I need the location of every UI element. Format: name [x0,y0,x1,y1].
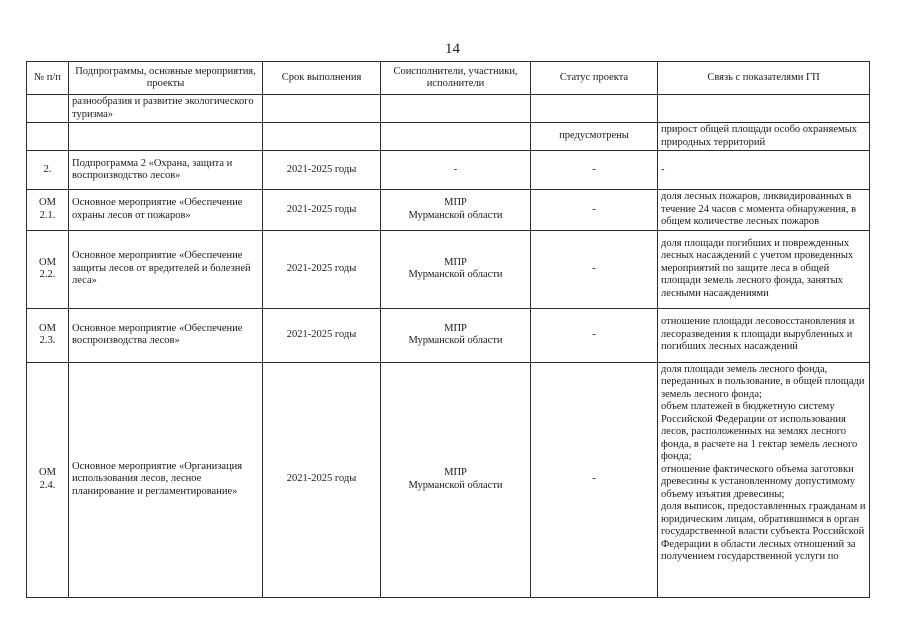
cell-subprogram: разнообразия и развитие экологического туризма» [69,95,263,123]
program-table [26,61,870,598]
cell-executors: МПР Мурманской области [381,230,531,308]
cell-term [263,123,381,151]
table-row [27,123,870,151]
header-subprograms: Подпрограммы, основные мероприятия, проекты [69,62,263,95]
cell-link: отношение площади лесовосстановления и лесоразведения к площади вырубленных и погибших лесных насаждений [658,308,870,362]
cell-term [263,95,381,123]
cell-executors: МПР Мурманской области [381,190,531,231]
table-row [27,151,870,190]
cell-executors: МПР Мурманской области [381,362,531,597]
cell-link: - [658,151,870,190]
cell-status: - [531,190,658,231]
header-executors: Соисполнители, участники, исполнители [381,62,531,95]
cell-link: доля площади погибших и поврежденных лесных насаждений с учетом проведенных мероприятий по защите леса в общей площади земель лесного фонда, занятых лесными насаждениями [658,230,870,308]
header-status: Статус проекта [531,62,658,95]
cell-status: предусмотрены [531,123,658,151]
table-row [27,95,870,123]
header-link: Связь с показателями ГП [658,62,870,95]
cell-executors [381,95,531,123]
cell-executors [381,123,531,151]
table-row [27,190,870,231]
cell-num: 2. [27,151,69,190]
cell-link: прирост общей площади особо охраняемых природных территорий [658,123,870,151]
cell-subprogram: Основное мероприятие «Организация использования лесов, лесное планирование и регламентирование» [69,362,263,597]
cell-status: - [531,308,658,362]
cell-term: 2021-2025 годы [263,190,381,231]
cell-status: - [531,151,658,190]
header-num: № п/п [27,62,69,95]
page-number: 14 [445,41,460,57]
header-term: Срок выполнения [263,62,381,95]
table-header-row [27,62,870,95]
cell-status [531,95,658,123]
cell-term: 2021-2025 годы [263,151,381,190]
cell-num: ОМ 2.1. [27,190,69,231]
cell-link: доля лесных пожаров, ликвидированных в течение 24 часов с момента обнаружения, в общем количестве лесных пожаров [658,190,870,231]
table-row [27,230,870,308]
cell-subprogram: Подпрограмма 2 «Охрана, защита и воспроизводство лесов» [69,151,263,190]
cell-executors: - [381,151,531,190]
cell-term: 2021-2025 годы [263,308,381,362]
cell-subprogram: Основное мероприятие «Обеспечение охраны лесов от пожаров» [69,190,263,231]
table-row [27,362,870,597]
table-row [27,308,870,362]
cell-term: 2021-2025 годы [263,362,381,597]
cell-link: доля площади земель лесного фонда, переданных в пользование, в общей площади земель лесного фонда; объем платежей в бюджетную систему Российской Федерации от использования лесов, расположенных на землях лесного фонда, в расчете на 1 гектар земель лесного фонда; отношение фактического объема заготовки древесины к установленному допустимому объему изъятия древесины; доля выписок, предоставленных гражданам и юридическим лицам, обратившимся в орган государственной власти субъекта Российской Федерации в области лесных отношений за получением государственной услуги по [658,362,870,597]
cell-status: - [531,362,658,597]
cell-num: ОМ 2.2. [27,230,69,308]
cell-subprogram: Основное мероприятие «Обеспечение защиты лесов от вредителей и болезней леса» [69,230,263,308]
cell-num [27,123,69,151]
cell-status: - [531,230,658,308]
cell-num: ОМ 2.3. [27,308,69,362]
cell-link [658,95,870,123]
cell-term: 2021-2025 годы [263,230,381,308]
cell-num: ОМ 2.4. [27,362,69,597]
cell-executors: МПР Мурманской области [381,308,531,362]
cell-subprogram [69,123,263,151]
cell-num [27,95,69,123]
cell-subprogram: Основное мероприятие «Обеспечение воспроизводства лесов» [69,308,263,362]
